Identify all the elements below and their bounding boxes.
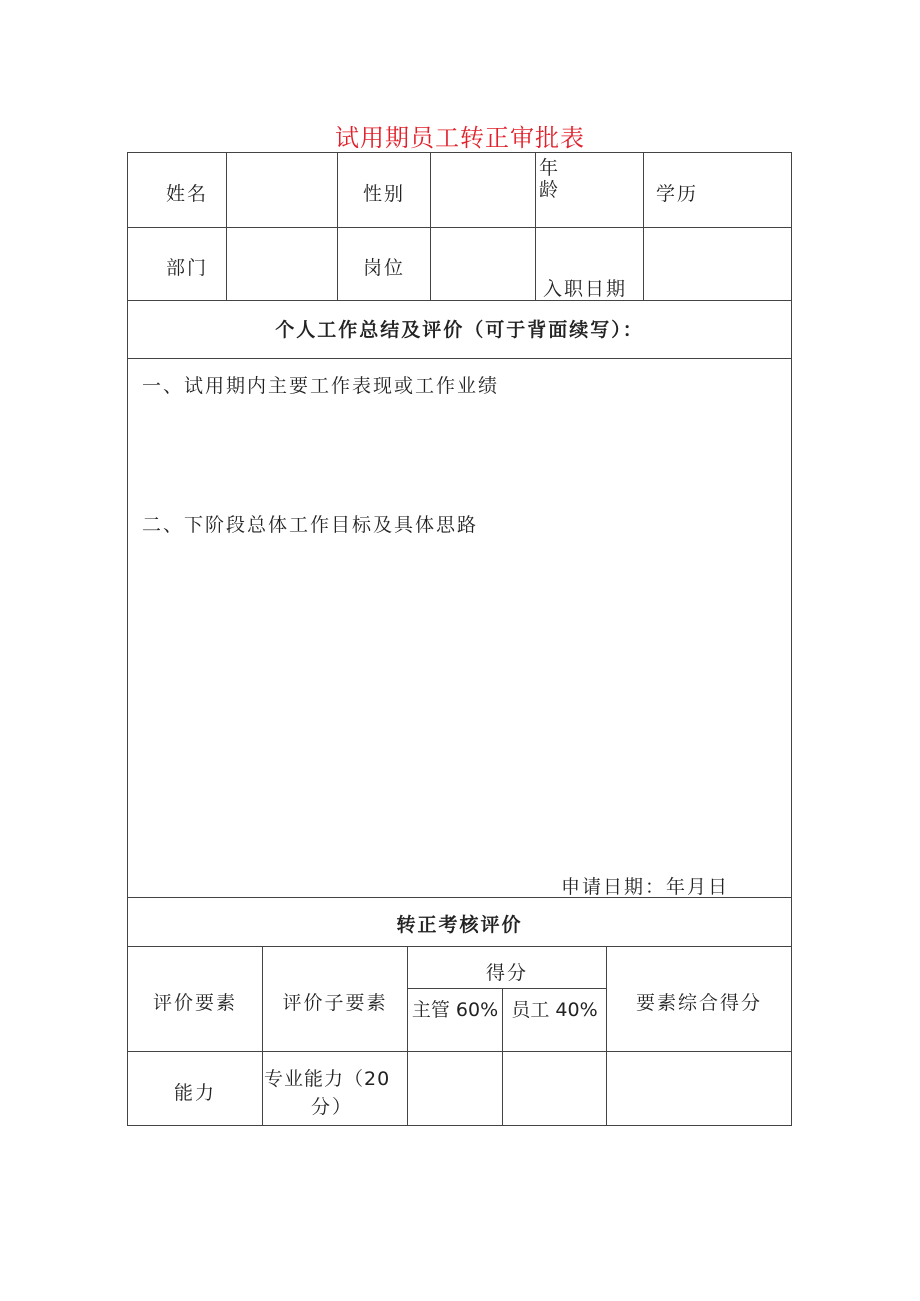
department-field[interactable] bbox=[227, 228, 337, 300]
work-performance-input[interactable] bbox=[142, 398, 782, 498]
age-label-line2: 龄 bbox=[539, 179, 561, 201]
work-goals-input[interactable] bbox=[142, 538, 782, 858]
position-label: 岗位 bbox=[363, 257, 406, 279]
row-divider bbox=[128, 946, 791, 947]
row-element: 能力 bbox=[173, 1082, 216, 1104]
hire-date-label: 入职日期 bbox=[543, 278, 628, 300]
hire-date-field[interactable] bbox=[644, 228, 790, 300]
col-total-header: 要素综合得分 bbox=[635, 992, 762, 1014]
row-divider bbox=[128, 300, 791, 301]
name-field[interactable] bbox=[227, 153, 337, 227]
education-field[interactable] bbox=[728, 153, 790, 227]
summary-header: 个人工作总结及评价（可于背面续写）： bbox=[275, 319, 644, 341]
row-divider bbox=[128, 358, 791, 359]
supervisor-score-field[interactable] bbox=[408, 1052, 502, 1126]
age-field[interactable] bbox=[536, 193, 643, 227]
gender-field[interactable] bbox=[431, 153, 535, 227]
apply-date: 申请日期：年月日 bbox=[561, 876, 730, 898]
col-employee-header: 员工 40% bbox=[511, 999, 598, 1021]
gender-label: 性别 bbox=[363, 183, 406, 205]
summary-item-1: 一、试用期内主要工作表现或工作业绩 bbox=[142, 375, 500, 397]
col-divider bbox=[262, 946, 263, 1126]
row-sub-element-line2: 分） bbox=[311, 1096, 354, 1118]
approval-form-table bbox=[127, 152, 792, 1126]
name-label: 姓名 bbox=[166, 183, 209, 205]
total-score-field[interactable] bbox=[607, 1052, 791, 1126]
col-sub-element-header: 评价子要素 bbox=[282, 992, 388, 1014]
age-label-line1: 年 bbox=[539, 157, 561, 179]
education-label: 学历 bbox=[656, 183, 699, 205]
summary-item-2: 二、下阶段总体工作目标及具体思路 bbox=[142, 514, 479, 536]
form-title: 试用期员工转正审批表 bbox=[335, 124, 585, 152]
row-sub-element-line1: 专业能力（20 bbox=[264, 1068, 391, 1090]
department-label: 部门 bbox=[166, 257, 209, 279]
employee-score-field[interactable] bbox=[503, 1052, 606, 1126]
col-score-header: 得分 bbox=[485, 962, 528, 984]
col-divider bbox=[337, 153, 338, 300]
evaluation-header: 转正考核评价 bbox=[396, 914, 523, 936]
row-divider bbox=[407, 988, 606, 989]
position-field[interactable] bbox=[431, 228, 535, 300]
col-supervisor-header: 主管 60% bbox=[411, 999, 499, 1021]
col-element-header: 评价要素 bbox=[152, 992, 237, 1014]
